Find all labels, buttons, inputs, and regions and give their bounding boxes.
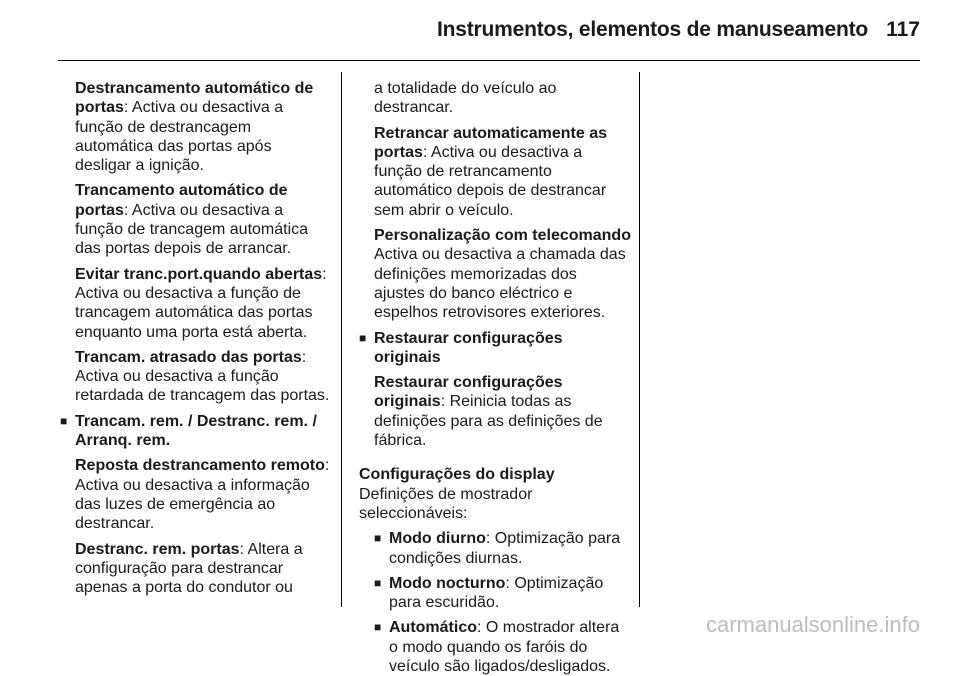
setting-item [60, 79, 332, 175]
setting-description: : Activa ou desactiva a função de retrancamento automático depois de destrancar sem abrir o veículo. [374, 143, 607, 219]
setting-term: Destranc. rem. portas [75, 540, 240, 558]
column-middle [359, 79, 631, 676]
setting-description: : Activa ou desactiva a informação das luzes de emergência ao destrancar. [75, 457, 330, 533]
page-number: 117 [886, 18, 920, 41]
column-divider-left [341, 72, 342, 607]
bullet-heading [60, 412, 332, 451]
setting-description: : Activa ou desactiva a função retardada de trancagem das portas. [75, 348, 330, 405]
header-divider [58, 60, 920, 61]
continued-text: a totalidade do veículo ao destrancar. [374, 80, 557, 117]
option-term: Modo nocturno [389, 574, 506, 592]
setting-item [359, 373, 631, 450]
option-description: : Optimização para condições diurnas. [389, 530, 621, 567]
option-item [359, 574, 631, 613]
setting-item [359, 124, 631, 220]
setting-item [60, 348, 332, 406]
option-item [359, 618, 631, 676]
section-intro: Definições de mostrador seleccionáveis: [359, 485, 533, 522]
setting-term: Reposta destrancamento remoto [75, 457, 325, 475]
option-description: : Optimização para escuridão. [389, 574, 604, 612]
setting-item [60, 181, 332, 258]
section-heading [359, 465, 631, 484]
setting-description: : Reinicia todas as definições para as definições de fábrica. [374, 393, 603, 450]
setting-term: Restaurar configurações originais [374, 374, 563, 411]
setting-term: Retrancar automaticamente as portas [374, 124, 607, 161]
watermark: carmanualsonline.info [705, 612, 920, 637]
bullet-heading-text: Trancam. rem. / Destranc. rem. / Arranq. rem. [75, 412, 317, 450]
option-term: Automático [389, 619, 477, 637]
setting-term: Evitar tranc.port.quando abertas [75, 265, 323, 283]
setting-term: Destrancamento automático de portas [75, 80, 314, 117]
setting-description: : Activa ou desactiva a função de trancagem automática das portas depois de arrancar. [75, 201, 309, 258]
option-term: Modo diurno [389, 530, 486, 548]
setting-item [359, 226, 631, 322]
setting-term: Trancamento automático de portas [75, 182, 288, 219]
setting-item [60, 456, 332, 533]
column-left [60, 79, 332, 597]
bullet-heading-text: Restaurar configurações originais [374, 329, 563, 366]
setting-description: : Activa ou desactiva a função de trancagem automática das portas enquanto uma porta está aberta. [75, 265, 327, 341]
setting-item [60, 540, 332, 598]
setting-description: : Activa ou desactiva a função de destrancagem automática das portas após desligar a ignição. [75, 99, 284, 175]
option-description: : O mostrador altera o modo quando os faróis do veículo são ligados/desligados. [389, 619, 620, 676]
setting-term: Personalização com telecomando [374, 227, 631, 245]
setting-item [60, 265, 332, 342]
setting-term: Trancam. atrasado das portas [75, 348, 302, 366]
option-item [359, 529, 631, 568]
section-heading-text: Configurações do display [359, 466, 555, 484]
column-divider-right [639, 72, 640, 607]
setting-description: : Altera a configuração para destrancar apenas a porta do condutor ou [75, 540, 303, 597]
setting-description: Activa ou desactiva a chamada das definições memorizadas dos ajustes do banco eléctrico e espelhos retrovisores exteriores. [374, 246, 626, 322]
bullet-heading [359, 329, 631, 368]
page-title: Instrumentos, elementos de manuseamento [437, 18, 868, 41]
